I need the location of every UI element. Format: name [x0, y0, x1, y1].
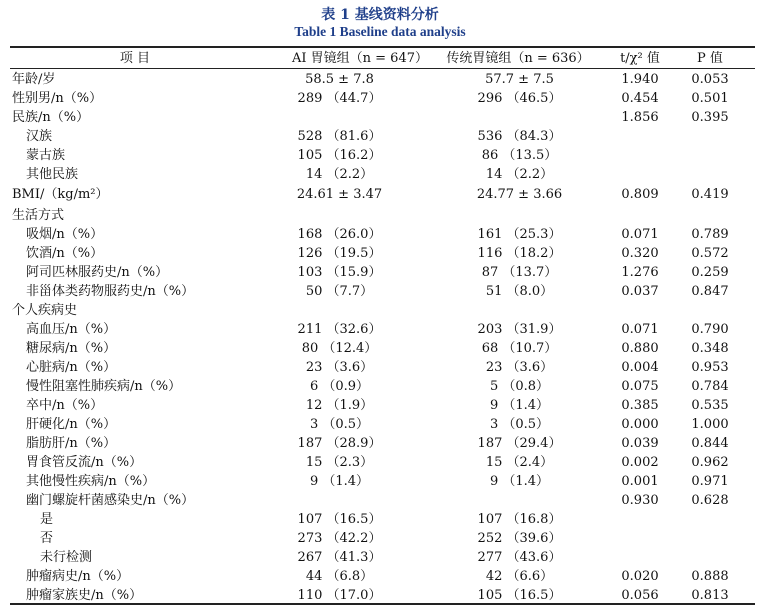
- p-value: 0.888: [691, 569, 729, 584]
- table-row: [0, 70, 760, 89]
- row-label: 个人疾病史: [12, 303, 78, 318]
- table-row: [0, 108, 760, 127]
- row-label: 糖尿病/n（%）: [26, 341, 117, 356]
- table-row: [0, 225, 760, 244]
- traditional-group-value: 203 （31.9）: [477, 322, 562, 337]
- ai-group-value: 58.5 ± 7.8: [305, 72, 374, 87]
- row-label: 慢性阻塞性肺疾病/n（%）: [26, 379, 182, 394]
- row-label: 肿瘤病史/n（%）: [26, 569, 130, 584]
- ai-group-value: 15 （2.3）: [305, 455, 374, 470]
- table-row: [0, 244, 760, 263]
- header-traditional-group: 传统胃镜组（n = 636）: [446, 51, 590, 66]
- p-value: 0.053: [691, 72, 729, 87]
- p-value: 0.962: [691, 455, 729, 470]
- ai-group-value: 187 （28.9）: [297, 436, 382, 451]
- traditional-group-value: 296 （46.5）: [477, 91, 562, 106]
- header-p-value: P 值: [697, 51, 723, 66]
- row-label: 脂肪肝/n（%）: [26, 436, 117, 451]
- table-caption-english: Table 1 Baseline data analysis: [294, 24, 466, 39]
- statistic-value: 0.039: [621, 436, 659, 451]
- table-row: [0, 415, 760, 434]
- p-value: 0.844: [691, 436, 729, 451]
- statistic-value: 1.940: [621, 72, 659, 87]
- statistic-value: 0.037: [621, 284, 659, 299]
- traditional-group-value: 87 （13.7）: [481, 265, 558, 280]
- row-label: 蒙古族: [26, 148, 66, 163]
- p-value: 0.501: [691, 91, 729, 106]
- ai-group-value: 211 （32.6）: [297, 322, 382, 337]
- ai-group-value: 273 （42.2）: [297, 531, 382, 546]
- row-label: 未行检测: [40, 550, 93, 565]
- ai-group-value: 44 （6.8）: [305, 569, 374, 584]
- table-row: [0, 567, 760, 586]
- row-label: 幽门螺旋杆菌感染史/n（%）: [26, 493, 195, 508]
- p-value: 0.419: [691, 187, 729, 202]
- table-row: [0, 320, 760, 339]
- table-row: [0, 434, 760, 453]
- statistic-value: 0.320: [621, 246, 659, 261]
- traditional-group-value: 15 （2.4）: [485, 455, 554, 470]
- table-body: [0, 70, 760, 605]
- table-bottom-rule: [10, 603, 755, 605]
- table-top-rule: [10, 46, 755, 48]
- table-row: [0, 396, 760, 415]
- table-row: [0, 184, 760, 206]
- ai-group-value: 110 （17.0）: [297, 588, 382, 603]
- row-label: 饮酒/n（%）: [26, 246, 104, 261]
- traditional-group-value: 42 （6.6）: [485, 569, 554, 584]
- statistic-value: 0.071: [621, 322, 659, 337]
- table-row: [0, 89, 760, 108]
- traditional-group-value: 9 （1.4）: [489, 398, 550, 413]
- row-label: 肿瘤家族史/n（%）: [26, 588, 143, 603]
- ai-group-value: 103 （15.9）: [297, 265, 382, 280]
- p-value: 0.813: [691, 588, 729, 603]
- row-label: 其他民族: [26, 167, 79, 182]
- table-row: [0, 165, 760, 184]
- row-label: 肝硬化/n（%）: [26, 417, 117, 432]
- traditional-group-value: 51 （8.0）: [485, 284, 554, 299]
- statistic-value: 0.056: [621, 588, 659, 603]
- table-header-rule: [10, 68, 755, 69]
- ai-group-value: 14 （2.2）: [305, 167, 374, 182]
- ai-group-value: 9 （1.4）: [309, 474, 370, 489]
- traditional-group-value: 57.7 ± 7.5: [485, 72, 554, 87]
- table-row: [0, 510, 760, 529]
- p-value: 0.847: [691, 284, 729, 299]
- table-caption-chinese: 表 1 基线资料分析: [321, 7, 439, 23]
- traditional-group-value: 86 （13.5）: [481, 148, 558, 163]
- table-row: [0, 127, 760, 146]
- traditional-group-value: 3 （0.5）: [489, 417, 550, 432]
- p-value: 0.790: [691, 322, 729, 337]
- ai-group-value: 3 （0.5）: [309, 417, 370, 432]
- statistic-value: 0.000: [621, 417, 659, 432]
- row-label: 是: [40, 512, 54, 527]
- table-row: [0, 453, 760, 472]
- row-label: 吸烟/n（%）: [26, 227, 104, 242]
- traditional-group-value: 14 （2.2）: [485, 167, 554, 182]
- ai-group-value: 12 （1.9）: [305, 398, 374, 413]
- row-label: 非甾体类药物服药史/n（%）: [26, 284, 195, 299]
- ai-group-value: 6 （0.9）: [309, 379, 370, 394]
- traditional-group-value: 252 （39.6）: [477, 531, 562, 546]
- row-label: 民族/n（%）: [12, 110, 90, 125]
- table-row: [0, 263, 760, 282]
- traditional-group-value: 107 （16.8）: [477, 512, 562, 527]
- statistic-value: 0.004: [621, 360, 659, 375]
- table-row: [0, 339, 760, 358]
- statistic-value: 0.071: [621, 227, 659, 242]
- row-label: 心脏病/n（%）: [26, 360, 117, 375]
- traditional-group-value: 161 （25.3）: [477, 227, 562, 242]
- statistic-value: 0.809: [621, 187, 659, 202]
- row-label: 汉族: [26, 129, 53, 144]
- table-row: [0, 358, 760, 377]
- p-value: 0.535: [691, 398, 729, 413]
- statistic-value: 1.856: [621, 110, 659, 125]
- traditional-group-value: 277 （43.6）: [477, 550, 562, 565]
- ai-group-value: 107 （16.5）: [297, 512, 382, 527]
- row-label: 阿司匹林服药史/n（%）: [26, 265, 169, 280]
- ai-group-value: 267 （41.3）: [297, 550, 382, 565]
- traditional-group-value: 24.77 ± 3.66: [476, 187, 563, 202]
- row-label: 年龄/岁: [12, 72, 56, 87]
- row-label: 胃食管反流/n（%）: [26, 455, 143, 470]
- table-row: [0, 548, 760, 567]
- statistic-value: 0.454: [621, 91, 659, 106]
- table-row: [0, 472, 760, 491]
- p-value: 0.259: [691, 265, 729, 280]
- traditional-group-value: 536 （84.3）: [477, 129, 562, 144]
- p-value: 0.784: [691, 379, 729, 394]
- statistic-value: 0.385: [621, 398, 659, 413]
- table-row: [0, 529, 760, 548]
- traditional-group-value: 116 （18.2）: [477, 246, 562, 261]
- traditional-group-value: 5 （0.8）: [489, 379, 550, 394]
- traditional-group-value: 23 （3.6）: [485, 360, 554, 375]
- p-value: 0.953: [691, 360, 729, 375]
- ai-group-value: 105 （16.2）: [297, 148, 382, 163]
- ai-group-value: 289 （44.7）: [297, 91, 382, 106]
- table-row: [0, 146, 760, 165]
- ai-group-value: 24.61 ± 3.47: [296, 187, 383, 202]
- table-row: [0, 282, 760, 301]
- statistic-value: 1.276: [621, 265, 659, 280]
- p-value: 0.572: [691, 246, 729, 261]
- statistic-value: 0.880: [621, 341, 659, 356]
- statistic-value: 0.930: [621, 493, 659, 508]
- header-ai-group: AI 胃镜组（n = 647）: [292, 51, 428, 66]
- ai-group-value: 23 （3.6）: [305, 360, 374, 375]
- table-row: [0, 377, 760, 396]
- p-value: 0.789: [691, 227, 729, 242]
- header-statistic: t/χ² 值: [620, 51, 660, 66]
- table-row: [0, 301, 760, 320]
- traditional-group-value: 187 （29.4）: [477, 436, 562, 451]
- row-label: BMI/（kg/m²）: [12, 187, 109, 202]
- traditional-group-value: 9 （1.4）: [489, 474, 550, 489]
- p-value: 0.971: [691, 474, 729, 489]
- row-label: 否: [40, 531, 54, 546]
- p-value: 0.348: [691, 341, 729, 356]
- ai-group-value: 168 （26.0）: [297, 227, 382, 242]
- row-label: 生活方式: [12, 208, 65, 223]
- traditional-group-value: 68 （10.7）: [481, 341, 558, 356]
- traditional-group-value: 105 （16.5）: [477, 588, 562, 603]
- row-label: 高血压/n（%）: [26, 322, 117, 337]
- p-value: 0.395: [691, 110, 729, 125]
- table-row: [0, 491, 760, 510]
- row-label: 其他慢性疾病/n（%）: [26, 474, 156, 489]
- ai-group-value: 50 （7.7）: [305, 284, 374, 299]
- ai-group-value: 126 （19.5）: [297, 246, 382, 261]
- ai-group-value: 528 （81.6）: [297, 129, 382, 144]
- ai-group-value: 80 （12.4）: [301, 341, 378, 356]
- header-item: 项 目: [119, 51, 151, 66]
- p-value: 0.628: [691, 493, 729, 508]
- table-row: [0, 206, 760, 225]
- row-label: 性别男/n（%）: [12, 91, 103, 106]
- statistic-value: 0.002: [621, 455, 659, 470]
- statistic-value: 0.020: [621, 569, 659, 584]
- statistic-value: 0.075: [621, 379, 659, 394]
- p-value: 1.000: [691, 417, 729, 432]
- statistic-value: 0.001: [621, 474, 659, 489]
- row-label: 卒中/n（%）: [26, 398, 104, 413]
